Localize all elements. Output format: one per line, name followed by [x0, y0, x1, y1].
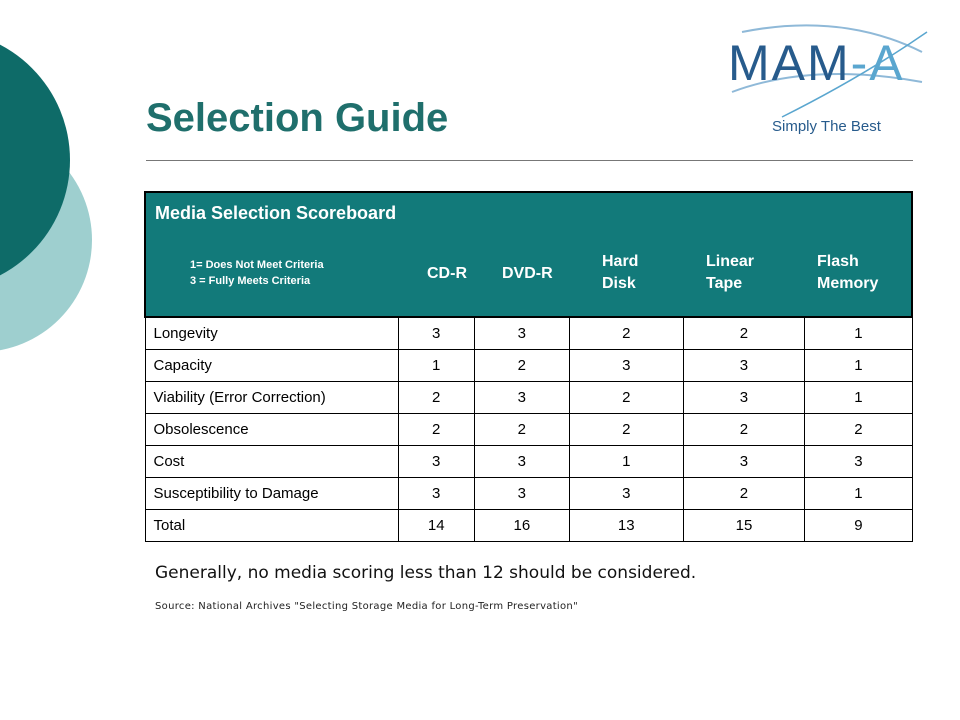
row-label: Cost [145, 446, 398, 478]
score-cell: 3 [683, 382, 805, 414]
row-label: Viability (Error Correction) [145, 382, 398, 414]
logo-tagline: Simply The Best [772, 118, 881, 135]
score-cell: 1 [398, 350, 474, 382]
score-cell: 2 [474, 350, 569, 382]
total-cell: 13 [569, 510, 683, 542]
column-header-hard-disk: Hard Disk [602, 253, 639, 292]
score-cell: 2 [683, 414, 805, 446]
logo-main: MAM [728, 35, 851, 91]
score-cell: 3 [398, 317, 474, 350]
row-label: Total [145, 510, 398, 542]
score-cell: 2 [474, 414, 569, 446]
score-cell: 3 [398, 478, 474, 510]
total-cell: 15 [683, 510, 805, 542]
score-cell: 3 [474, 317, 569, 350]
score-cell: 1 [569, 446, 683, 478]
score-cell: 3 [569, 350, 683, 382]
score-cell: 2 [398, 382, 474, 414]
logo-wordmark [728, 35, 905, 91]
score-cell: 1 [805, 478, 912, 510]
table-row [145, 446, 912, 478]
score-cell: 1 [805, 350, 912, 382]
table-row [145, 478, 912, 510]
total-cell: 14 [398, 510, 474, 542]
light-teal-circle [0, 128, 92, 352]
header-cell [145, 192, 912, 317]
row-label: Longevity [145, 317, 398, 350]
table-row [145, 350, 912, 382]
score-cell: 3 [474, 446, 569, 478]
column-header-linear-tape: Linear Tape [706, 253, 755, 292]
legend-line: 3 = Fully Meets Criteria [190, 275, 311, 287]
legend-line: 1= Does Not Meet Criteria [190, 259, 324, 271]
table-row [145, 414, 912, 446]
table-title: Media Selection Scoreboard [155, 203, 397, 223]
score-cell: 1 [805, 317, 912, 350]
score-cell: 3 [474, 478, 569, 510]
dark-teal-circle [0, 30, 70, 290]
score-cell: 3 [398, 446, 474, 478]
score-cell: 2 [398, 414, 474, 446]
score-cell: 3 [474, 382, 569, 414]
score-cell: 2 [805, 414, 912, 446]
score-cell: 3 [683, 446, 805, 478]
score-cell: 2 [569, 317, 683, 350]
guidance-note: Generally, no media scoring less than 12 should be considered. [155, 563, 697, 583]
score-cell: 2 [683, 317, 805, 350]
scoreboard-table [144, 191, 913, 542]
page-title: Selection Guide [146, 96, 449, 140]
score-cell: 2 [683, 478, 805, 510]
title-divider [146, 160, 913, 161]
score-cell: 1 [805, 382, 912, 414]
column-header-cd-r: CD-R [427, 265, 467, 282]
row-label: Obsolescence [145, 414, 398, 446]
total-cell: 16 [474, 510, 569, 542]
total-cell: 9 [805, 510, 912, 542]
logo-dash: -A [850, 35, 905, 91]
row-label: Capacity [145, 350, 398, 382]
source-citation: Source: National Archives "Selecting Storage Media for Long-Term Preservation" [155, 601, 578, 612]
score-cell: 2 [569, 382, 683, 414]
score-cell: 2 [569, 414, 683, 446]
score-cell: 3 [569, 478, 683, 510]
table-header [145, 192, 912, 317]
column-header-flash-memory: Flash Memory [817, 253, 879, 292]
score-legend [190, 257, 324, 289]
table-row [145, 317, 912, 350]
table-row-total [145, 510, 912, 542]
score-cell: 3 [805, 446, 912, 478]
table-row [145, 382, 912, 414]
row-label: Susceptibility to Damage [145, 478, 398, 510]
score-cell: 3 [683, 350, 805, 382]
column-header-dvd-r: DVD-R [502, 265, 553, 282]
